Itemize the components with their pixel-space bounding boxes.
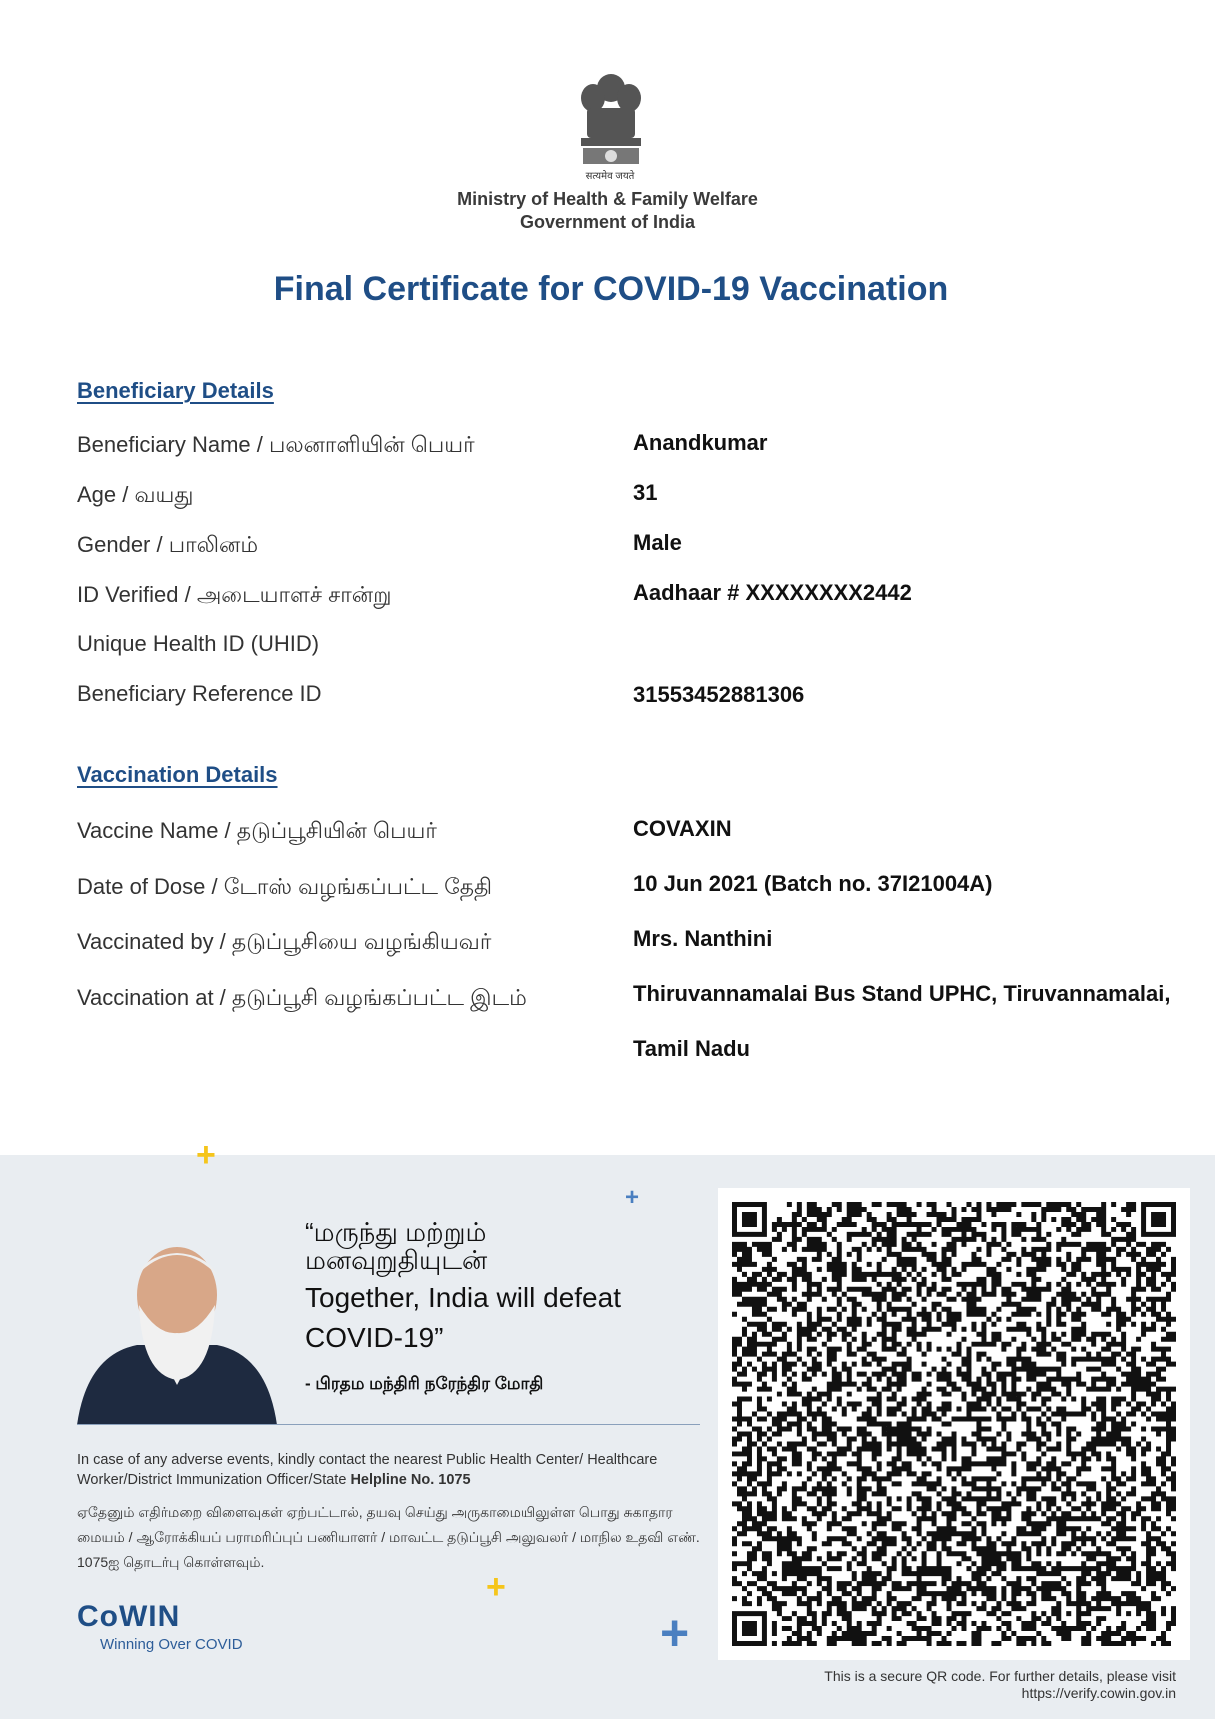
id-verified-value: Aadhaar # XXXXXXXX2442 xyxy=(633,580,912,605)
age-label: Age / வயது xyxy=(77,482,194,507)
vaccination-at-value-line2: Tamil Nadu xyxy=(633,1036,750,1061)
state-emblem-icon xyxy=(575,68,647,178)
plus-decoration-icon: + xyxy=(196,1136,216,1174)
vaccination-at-label: Vaccination at / தடுப்பூசி வழங்கப்பட்ட இடம் xyxy=(77,985,527,1010)
vaccination-details-heading: Vaccination Details xyxy=(77,762,278,787)
divider xyxy=(77,1424,700,1425)
cowin-tagline: Winning Over COVID xyxy=(100,1636,243,1653)
cowin-logo: CoWIN xyxy=(77,1600,181,1633)
page-title: Final Certificate for COVID-19 Vaccination xyxy=(273,270,949,308)
plus-decoration-icon: + xyxy=(625,1184,640,1211)
qr-code-panel xyxy=(718,1188,1190,1660)
vaccine-name-label: Vaccine Name / தடுப்பூசியின் பெயர் xyxy=(77,818,437,843)
reference-id-label: Beneficiary Reference ID xyxy=(77,681,322,706)
qr-modules xyxy=(732,1202,1176,1646)
qr-verify-link[interactable]: https://verify.cowin.gov.in xyxy=(1021,1685,1176,1701)
qr-code-icon xyxy=(718,1188,1190,1660)
vaccination-at-value: Thiruvannamalai Bus Stand UPHC, Tiruvannamalai, xyxy=(633,981,1171,1006)
quote-tamil: “மருந்து மற்றும் மனவுறுதியுடன் xyxy=(305,1217,488,1275)
adverse-events-note-tamil: ஏதேனும் எதிர்மறை விளைவுகள் ஏற்பட்டால், தயவு செய்து அருகாமையிலுள்ள பொது சுகாதார மையம் / ஆரோக்கியப் பராமரிப்புப் பணியாளர் / மாவட்ட தடுப்பூசி அலுவலர் / மாநில உதவி எண். 1075ஐ தொடர்பு கொள்ளவும். xyxy=(77,1504,700,1570)
beneficiary-details-heading: Beneficiary Details xyxy=(77,378,274,403)
helpline-number: Helpline No. 1075 xyxy=(350,1472,471,1488)
vaccine-name-value: COVAXIN xyxy=(633,816,732,841)
vaccinated-by-value: Mrs. Nanthini xyxy=(633,926,773,951)
plus-decoration-icon: + xyxy=(660,1605,690,1661)
uhid-label: Unique Health ID (UHID) xyxy=(77,631,320,656)
quote-english: Together, India will defeat COVID-19” xyxy=(305,1282,621,1353)
prime-minister-photo xyxy=(77,1235,277,1425)
adverse-events-note xyxy=(77,1450,697,1490)
beneficiary-name-label: Beneficiary Name / பலனாளியின் பெயர் xyxy=(77,432,475,457)
gender-label: Gender / பாலினம் xyxy=(77,532,259,557)
reference-id-value: 31553452881306 xyxy=(633,682,805,707)
qr-note-line1: This is a secure QR code. For further details, please visit xyxy=(824,1668,1176,1684)
vaccinated-by-label: Vaccinated by / தடுப்பூசியை வழங்கியவர் xyxy=(77,929,492,954)
date-of-dose-value: 10 Jun 2021 (Batch no. 37I21004A) xyxy=(633,871,993,896)
adverse-events-text: In case of any adverse events, kindly contact the nearest Public Health Center/ Healthcare Worker/District Immunization Officer/State xyxy=(77,1452,658,1488)
age-value: 31 xyxy=(633,480,658,505)
beneficiary-name-value: Anandkumar xyxy=(633,430,768,455)
government-line: Government of India xyxy=(519,212,696,232)
emblem-motto: सत्यमेव जयते xyxy=(585,171,635,182)
gender-value: Male xyxy=(633,530,682,555)
id-verified-label: ID Verified / அடையாளச் சான்று xyxy=(77,582,392,607)
plus-decoration-icon: + xyxy=(486,1568,506,1606)
date-of-dose-label: Date of Dose / டோஸ் வழங்கப்பட்ட தேதி xyxy=(77,874,493,899)
ministry-name xyxy=(0,188,1215,234)
ministry-line: Ministry of Health & Family Welfare xyxy=(457,189,758,209)
quote-attribution: - பிரதம மந்திரி நரேந்திர மோதி xyxy=(305,1374,544,1393)
qr-note xyxy=(700,1668,1176,1702)
